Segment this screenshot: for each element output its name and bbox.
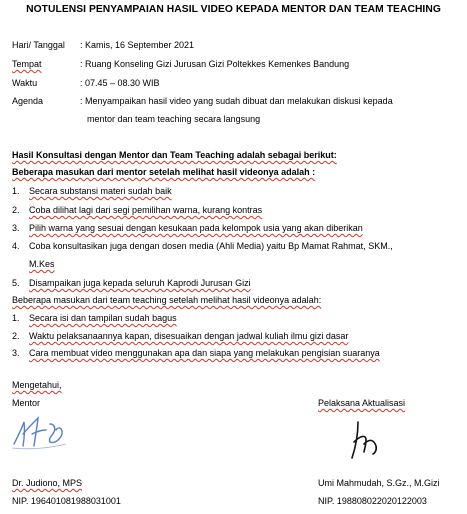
place-value: : Ruang Konseling Gizi Jurusan Gizi Poltekkes Kemenkes Bandung — [80, 59, 350, 69]
team-item-text: Secara isi dan tampilan sudah bagus — [29, 313, 177, 323]
executor-nip: NIP. 198808022020122003 — [318, 496, 427, 506]
mentor-nip: NIP. 196401081988031001 — [12, 496, 121, 506]
mentor-item-number: 5. — [12, 278, 20, 288]
team-item-text: Waktu pelaksanaannya kapan, disesuaikan dengan jadwal kuliah ilmu gizi dasar — [29, 331, 349, 341]
team-item-number: 1. — [12, 313, 20, 323]
mentor-name: Dr. Judiono, MPS — [12, 478, 83, 488]
document-title: NOTULENSI PENYAMPAIAN HASIL VIDEO KEPADA MENTOR DAN TEAM TEACHING — [26, 4, 441, 15]
agenda-label: Agenda — [12, 96, 44, 106]
mentor-item-text: Coba dilihat lagi dari segi pemilihan warna, kurang kontras — [29, 205, 263, 215]
mentor-item-number: 2. — [12, 205, 20, 215]
mentor-item-text: Secara substansi materi sudah baik — [29, 186, 172, 196]
mentor-signature — [10, 414, 70, 454]
mentor-role: Mentor — [12, 398, 41, 408]
mentor-item-text-continuation: M.Kes — [29, 259, 55, 269]
mentor-item-text: Pilih warna yang sesuai dengan kesukaan pada kelompok usia yang akan diberikan — [29, 223, 363, 233]
acknowledged-label: Mengetahui, — [12, 380, 62, 390]
agenda-line-2: mentor dan team teaching secara langsung — [87, 114, 261, 124]
mentor-item-text: Coba konsultasikan juga dengan dosen media (Ahli Media) yaitu Bp Mamat Rahmat, SKM., — [29, 241, 393, 251]
place-label: Tempat — [12, 59, 42, 69]
date-value: : Kamis, 16 September 2021 — [80, 40, 195, 50]
team-feedback-heading: Beberapa masukan dari team teaching setelah melihat hasil videonya adalah: — [12, 295, 322, 305]
time-value: : 07.45 – 08.30 WIB — [80, 78, 160, 88]
mentor-item-number: 1. — [12, 186, 20, 196]
team-item-text: Cara membuat video menggunakan apa dan siapa yang melakukan pengisian suaranya — [29, 348, 380, 358]
team-item-number: 2. — [12, 331, 20, 341]
executor-role: Pelaksana Aktualisasi — [318, 398, 406, 408]
date-label: Hari/ Tanggal — [12, 40, 65, 50]
mentor-item-text: Disampaikan juga kepada seluruh Kaprodi Jurusan Gizi — [29, 278, 251, 288]
mentor-feedback-heading: Beberapa masukan dari mentor setelah melihat hasil videonya adalah : — [12, 167, 316, 177]
team-item-number: 3. — [12, 348, 20, 358]
executor-signature — [342, 420, 392, 462]
time-label: Waktu — [12, 78, 38, 88]
results-heading: Hasil Konsultasi dengan Mentor dan Team Teaching adalah sebagai berikut: — [12, 150, 337, 160]
mentor-item-number: 3. — [12, 223, 20, 233]
mentor-item-number: 4. — [12, 241, 20, 251]
executor-name: Umi Mahmudah, S.Gz., M.Gizi — [318, 478, 440, 488]
agenda-line-1: : Menyampaikan hasil video yang sudah dibuat dan melakukan diskusi kepada — [80, 96, 393, 106]
